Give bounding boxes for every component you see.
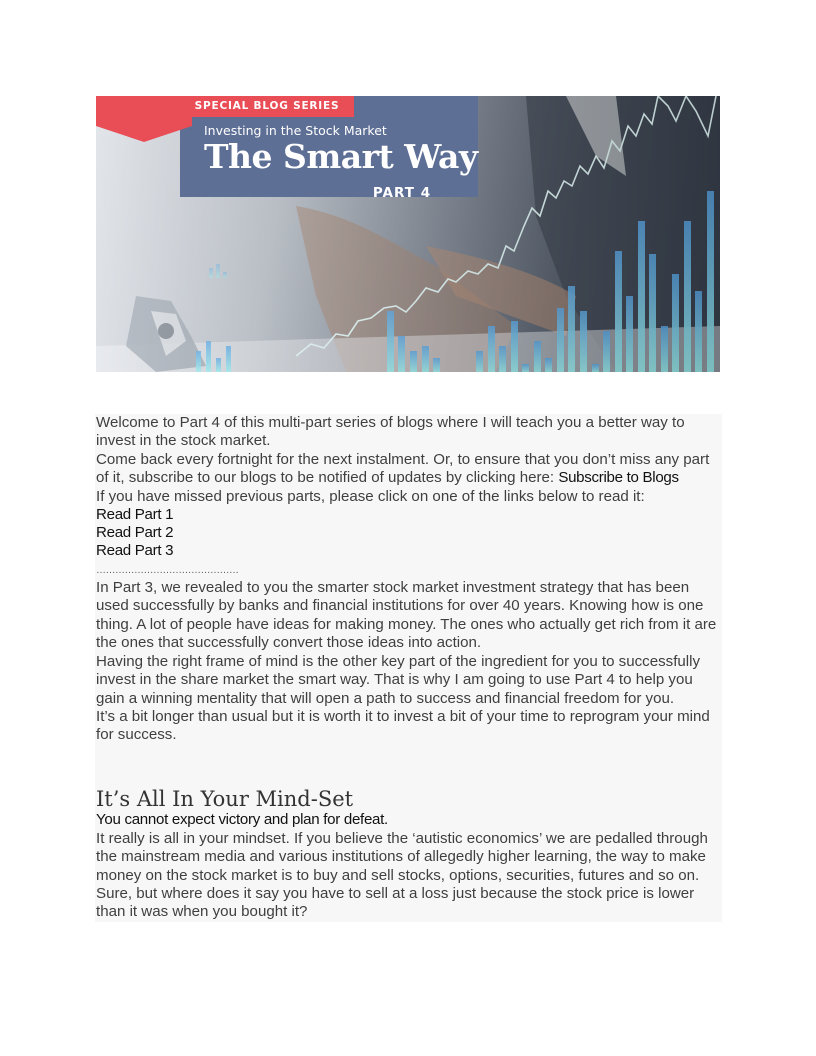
read-part-2-link[interactable]: Read Part 2 <box>96 524 174 541</box>
banner-subtitle: Investing in the Stock Market <box>204 123 387 138</box>
longer-than-usual-paragraph: It’s a bit longer than usual but it is worth it to invest a bit of your time to reprogram your mind for success. <box>96 708 710 744</box>
part-label: PART 4 <box>372 185 432 201</box>
section-tagline: You cannot expect victory and plan for defeat. <box>96 811 388 828</box>
missed-parts-paragraph: If you have missed previous parts, please click on one of the links below to read it: <box>96 488 645 505</box>
section-heading: It’s All In Your Mind-Set <box>96 787 354 811</box>
separator-dots: ……………………………………… <box>96 565 239 576</box>
fortnight-line-1: Come back every fortnight for the next instalment. Or, to ensure that you don’t miss any part <box>96 451 710 468</box>
subscribe-link[interactable]: Subscribe to Blogs <box>558 469 679 487</box>
hero-banner <box>96 96 720 372</box>
part3-recap-paragraph: In Part 3, we revealed to you the smarter stock market investment strategy that has been used successfully by banks and financial institutions for over 40 years. Knowing how is one thing. A lot of people have ideas for making money. The ones who actually get rich from it are the ones that successfully convert those ideas into action. <box>96 579 717 651</box>
fortnight-paragraph <box>96 451 722 488</box>
fortnight-line-2: of it, subscribe to our blogs to be notified of updates by clicking here: <box>96 469 559 487</box>
read-part-3-link[interactable]: Read Part 3 <box>96 542 174 559</box>
special-blog-series-badge: SPECIAL BLOG SERIES <box>180 96 354 117</box>
part-badge-shape <box>96 96 192 142</box>
intro-paragraph: Welcome to Part 4 of this multi-part series of blogs where I will teach you a better way to invest in the stock market. <box>96 414 685 450</box>
frame-of-mind-paragraph: Having the right frame of mind is the other key part of the ingredient for you to successfully invest in the share market the smart way. That is why I am going to use Part 4 to help you gain a winning mentality that will open a path to success and financial freedom for you. <box>96 653 701 707</box>
mindset-paragraph: It really is all in your mindset. If you believe the ‘autistic economics’ we are pedalled through the mainstream media and various institutions of allegedly higher learning, the way to make money on the stock market is to buy and sell stocks, options, securities, futures and so on. Sure, but where does it say you have to sell at a loss just because the stock price is lower than it was when you bought it? <box>96 830 708 921</box>
read-part-1-link[interactable]: Read Part 1 <box>96 506 174 523</box>
banner-title: The Smart Way <box>204 137 478 176</box>
